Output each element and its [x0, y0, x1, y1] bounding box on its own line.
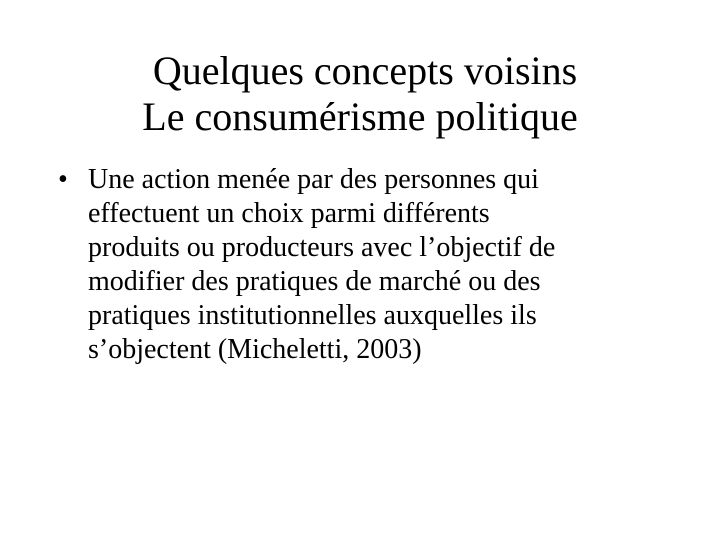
slide-title — [0, 48, 720, 140]
bullet-item — [58, 163, 658, 367]
bullet-line-5: pratiques institutionnelles auxquelles ils — [88, 300, 537, 331]
title-line-1: Quelques concepts voisins — [152, 48, 578, 93]
bullet-line-2: effectuent un choix parmi différents — [88, 198, 490, 229]
bullet-line-4: modifier des pratiques de marché ou des — [88, 266, 541, 297]
bullet-dot-icon: • — [58, 164, 68, 195]
title-line-2: Le consumérisme politique — [142, 94, 578, 139]
bullet-line-1: Une action menée par des personnes qui — [88, 164, 539, 195]
bullet-line-3: produits ou producteurs avec l’objectif de — [88, 232, 556, 263]
bullet-line-6: s’objectent (Micheletti, 2003) — [88, 334, 422, 365]
slide-body — [58, 163, 658, 367]
